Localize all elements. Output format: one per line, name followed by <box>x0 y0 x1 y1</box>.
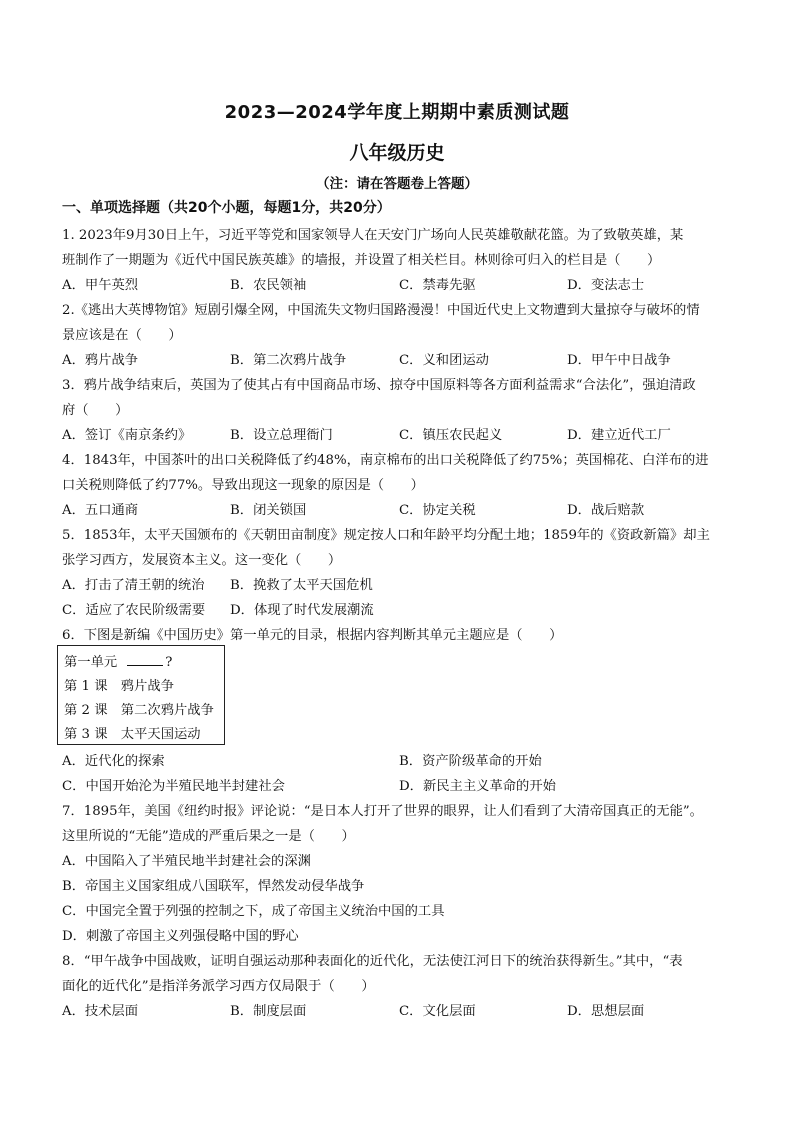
question-2-stem-line1: 2.《逃出大英博物馆》短剧引爆全网，中国流失文物归国路漫漫！中国近代史上文物遭到大量掠夺与破坏的情 <box>62 303 700 318</box>
question-3-option-b: B．设立总理衙门 <box>230 428 333 443</box>
question-1-stem-line1: 1. 2023年9月30日上午，习近平等党和国家领导人在天安门广场向人民英雄敬献花篮。为了致敬英雄，某 <box>62 228 684 243</box>
section-heading: 一、单项选择题（共20个小题，每题1分，共20分） <box>62 200 391 216</box>
question-7-option-b: B．帝国主义国家组成八国联军，悍然发动侵华战争 <box>62 879 365 894</box>
question-2-option-b: B．第二次鸦片战争 <box>230 353 347 368</box>
question-5-stem-line2: 张学习西方，发展资本主义。这一变化（ ） <box>62 553 342 568</box>
question-8-option-a: A．技术层面 <box>62 1004 139 1019</box>
question-6-option-a: A．近代化的探索 <box>62 754 165 769</box>
question-7-option-c: C．中国完全置于列强的控制之下，成了帝国主义统治中国的工具 <box>62 904 445 919</box>
question-5-option-a: A．打击了清王朝的统治 <box>62 578 205 593</box>
question-3-stem-line1: 3．鸦片战争结束后，英国为了使其占有中国商品市场、掠夺中国原料等各方面利益需求“合法化”，强迫清政 <box>62 378 696 393</box>
table-of-contents-box <box>57 645 225 745</box>
exam-subject: 八年级历史 <box>349 142 445 164</box>
question-1-option-a: A．甲午英烈 <box>62 278 139 293</box>
question-7-stem-line2: 这里所说的“无能”造成的严重后果之一是（ ） <box>62 829 355 844</box>
question-8-stem-line2: 面化的近代化”是指洋务派学习西方仅局限于（ ） <box>62 979 375 994</box>
question-4-option-a: A．五口通商 <box>62 503 139 518</box>
question-6-option-c: C．中国开始沦为半殖民地半封建社会 <box>62 779 285 794</box>
toc-unit-suffix: ? <box>165 655 173 670</box>
question-4-option-d: D．战后赔款 <box>567 503 645 518</box>
question-3-option-c: C．镇压农民起义 <box>399 428 503 443</box>
question-3-option-a: A．签订《南京条约》 <box>62 428 192 443</box>
toc-unit-row <box>64 651 172 670</box>
toc-lesson-1: 第 1 课 鸦片战争 <box>64 679 174 694</box>
toc-unit-blank <box>127 653 163 666</box>
question-2-option-d: D．甲午中日战争 <box>567 353 671 368</box>
question-2-option-a: A．鸦片战争 <box>62 353 139 368</box>
question-6-option-b: B．资产阶级革命的开始 <box>399 754 542 769</box>
question-5-stem-line1: 5．1853年，太平天国颁布的《天朝田亩制度》规定按人口和年龄平均分配土地；1859年的《资政新篇》却主 <box>62 528 710 543</box>
question-4-option-c: C．协定关税 <box>399 503 476 518</box>
exam-note: （注：请在答题卷上答题） <box>316 176 478 192</box>
question-4-stem-line2: 口关税则降低了约77%。导致出现这一现象的原因是（ ） <box>62 478 424 493</box>
question-7-option-d: D．刺激了帝国主义列强侵略中国的野心 <box>62 929 299 944</box>
question-8-option-d: D．思想层面 <box>567 1004 645 1019</box>
question-4-stem-line1: 4．1843年，中国茶叶的出口关税降低了约48%，南京棉布的出口关税降低了约75%；英国棉花、白洋布的进 <box>62 453 709 468</box>
question-5-option-c: C．适应了农民阶级需要 <box>62 603 206 618</box>
question-5-option-d: D．体现了时代发展潮流 <box>230 603 374 618</box>
question-6-stem: 6．下图是新编《中国历史》第一单元的目录，根据内容判断其单元主题应是（ ） <box>62 628 563 643</box>
question-1-stem-line2: 班制作了一期题为《近代中国民族英雄》的墙报，并设置了相关栏目。林则徐可归入的栏目是（ ） <box>62 253 661 268</box>
exam-title: 2023—2024学年度上期期中素质测试题 <box>224 102 570 123</box>
question-1-option-b: B．农民领袖 <box>230 278 307 293</box>
toc-lesson-3: 第 3 课 太平天国运动 <box>64 727 201 742</box>
question-8-option-b: B．制度层面 <box>230 1004 307 1019</box>
question-5-option-b: B．挽救了太平天国危机 <box>230 578 373 593</box>
question-6-option-d: D．新民主主义革命的开始 <box>399 779 556 794</box>
toc-unit-label: 第一单元 <box>64 655 118 670</box>
question-4-option-b: B．闭关锁国 <box>230 503 307 518</box>
question-3-stem-line2: 府（ ） <box>62 403 129 418</box>
question-2-option-c: C．义和团运动 <box>399 353 489 368</box>
question-2-stem-line2: 景应该是在（ ） <box>62 328 182 343</box>
question-8-option-c: C．文化层面 <box>399 1004 476 1019</box>
question-7-option-a: A．中国陷入了半殖民地半封建社会的深渊 <box>62 854 311 869</box>
question-7-stem-line1: 7．1895年，美国《纽约时报》评论说：“是日本人打开了世界的眼界，让人们看到了大清帝国真正的无能”。 <box>62 804 703 819</box>
question-3-option-d: D．建立近代工厂 <box>567 428 671 443</box>
question-1-option-d: D．变法志士 <box>567 278 645 293</box>
question-1-option-c: C．禁毒先驱 <box>399 278 476 293</box>
question-8-stem-line1: 8．“甲午战争中国战败，证明自强运动那种表面化的近代化，无法使江河日下的统治获得新生。”其中，“表 <box>62 954 683 969</box>
toc-lesson-2: 第 2 课 第二次鸦片战争 <box>64 703 214 718</box>
